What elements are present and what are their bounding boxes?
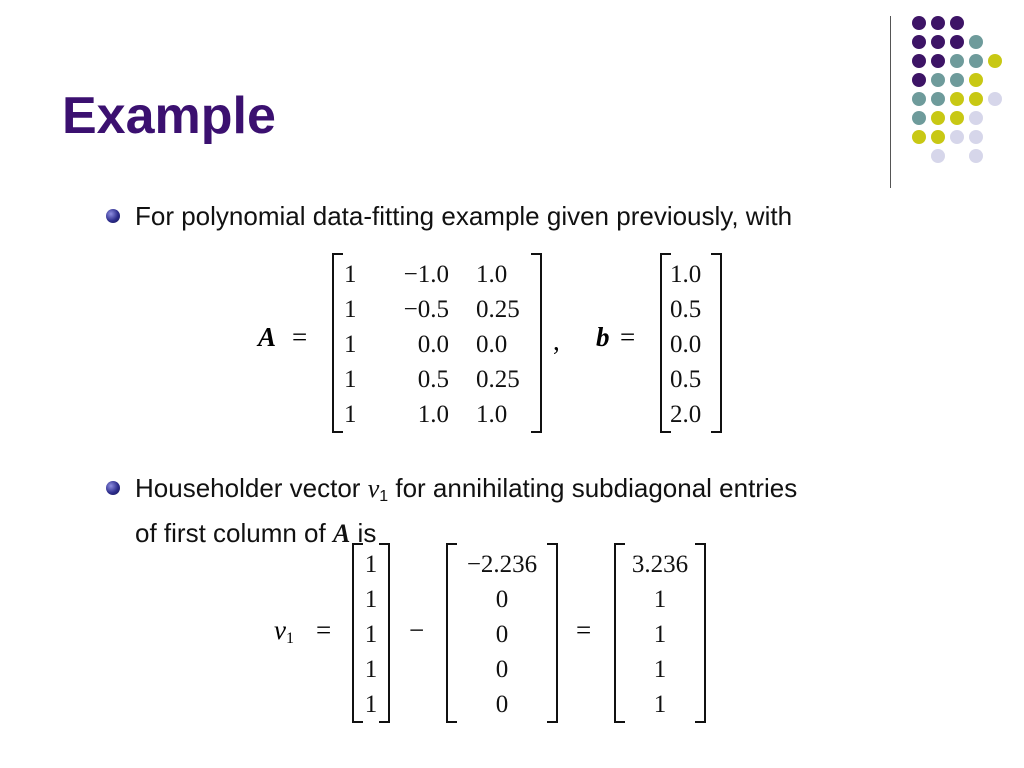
matrix-row	[332, 396, 542, 433]
matrix-entry: 1	[364, 691, 378, 718]
vector-b-label: b	[596, 322, 610, 352]
vector-v1-label: $v_1$	[274, 615, 294, 647]
decorative-dot	[950, 35, 964, 49]
decorative-dot	[912, 54, 926, 68]
bullet-text-2: Householder vector $v_1$ for annihilating subdiagonal entries of first column of A is	[135, 473, 798, 548]
matrix-entry: 1	[653, 621, 667, 648]
matrix-row	[446, 686, 558, 723]
matrix-entry: −0.5	[403, 296, 449, 323]
matrix-row	[352, 651, 390, 688]
vector-reflection	[446, 543, 558, 723]
decorative-dot	[912, 92, 926, 106]
matrix-row	[614, 616, 706, 653]
decorative-dot	[931, 73, 945, 87]
decorative-dot	[931, 130, 945, 144]
matrix-entry: 0.5	[417, 366, 449, 393]
decorative-dot	[912, 16, 926, 30]
matrix-entry: 0	[495, 656, 509, 683]
matrix-entry: 1	[364, 656, 378, 683]
matrix-row	[446, 581, 558, 618]
matrix-row	[660, 291, 722, 328]
matrix-entry: 3.236	[631, 551, 689, 578]
matrix-entry: 0.5	[670, 296, 702, 323]
decorative-dot	[950, 73, 964, 87]
decorative-dot	[912, 35, 926, 49]
matrix-entry: 0.0	[670, 331, 702, 358]
decorative-dot	[969, 92, 983, 106]
matrix-entry: 1	[344, 331, 357, 358]
decorative-dot	[969, 35, 983, 49]
matrix-row	[352, 546, 390, 583]
decorative-dot	[969, 73, 983, 87]
matrix-entry: 1.0	[670, 261, 702, 288]
bullet-icon	[106, 209, 120, 223]
decorative-dot	[988, 54, 1002, 68]
matrix-entry: 0.0	[476, 331, 508, 358]
matrix-row	[614, 651, 706, 688]
comma: ,	[553, 326, 560, 356]
decorative-dot	[912, 73, 926, 87]
matrix-row	[352, 581, 390, 618]
matrix-row	[660, 256, 722, 293]
decorative-dot	[969, 54, 983, 68]
decorative-divider	[890, 16, 891, 188]
decorative-dot	[931, 54, 945, 68]
decorative-dot	[912, 111, 926, 125]
matrix-entry: 1	[653, 691, 667, 718]
decorative-dot	[950, 16, 964, 30]
matrix-entry: 1	[364, 586, 378, 613]
decorative-dot	[931, 149, 945, 163]
matrix-row	[614, 686, 706, 723]
matrix-entry: 2.0	[670, 401, 702, 428]
decorative-dot	[988, 92, 1002, 106]
matrix-row	[660, 396, 722, 433]
matrix-entry: 1	[364, 621, 378, 648]
matrix-entry: −2.236	[466, 551, 538, 578]
matrix-row	[332, 291, 542, 328]
matrix-row	[446, 651, 558, 688]
matrix-entry: 1.0	[476, 401, 508, 428]
matrix-entry: 1	[344, 366, 357, 393]
bullet-icon	[106, 481, 120, 495]
matrix-entry: 1.0	[476, 261, 508, 288]
matrix-row	[332, 326, 542, 363]
matrix-row	[446, 546, 558, 583]
matrix-entry: 1	[344, 401, 357, 428]
decorative-dot	[950, 92, 964, 106]
matrix-row	[352, 616, 390, 653]
matrix-A	[332, 253, 542, 433]
vector-v1-result	[614, 543, 706, 723]
decorative-dot	[950, 130, 964, 144]
matrix-entry: 1	[364, 551, 378, 578]
slide-title: Example	[62, 87, 276, 145]
decorative-dot-grid	[0, 0, 1024, 200]
matrix-entry: 0.25	[476, 296, 520, 323]
matrix-row	[660, 326, 722, 363]
matrix-entry: 1	[344, 261, 357, 288]
matrix-entry: 0	[495, 691, 509, 718]
equals-sign: =	[576, 615, 592, 645]
matrix-entry: 1	[653, 656, 667, 683]
matrix-entry: 0.0	[417, 331, 449, 358]
matrix-entry: 1.0	[417, 401, 449, 428]
minus-sign: −	[409, 615, 425, 645]
decorative-dot	[931, 92, 945, 106]
matrix-row	[614, 546, 706, 583]
decorative-dot	[969, 149, 983, 163]
decorative-dot	[931, 16, 945, 30]
vector-ones	[352, 543, 390, 723]
equals-sign: =	[316, 615, 332, 645]
matrix-row	[660, 361, 722, 398]
decorative-dot	[950, 54, 964, 68]
decorative-dot	[969, 111, 983, 125]
equals-sign: =	[620, 322, 636, 352]
matrix-entry: 1	[653, 586, 667, 613]
decorative-dot	[931, 111, 945, 125]
decorative-dot	[950, 111, 964, 125]
decorative-dot	[969, 130, 983, 144]
matrix-row	[446, 616, 558, 653]
matrix-row	[614, 581, 706, 618]
bullet-text-1: For polynomial data-fitting example given previously, with	[135, 201, 793, 231]
matrix-entry: 0	[495, 621, 509, 648]
matrix-row	[352, 686, 390, 723]
matrix-entry: 0	[495, 586, 509, 613]
matrix-row	[332, 361, 542, 398]
matrix-row	[332, 256, 542, 293]
matrix-entry: −1.0	[403, 261, 449, 288]
equals-sign: =	[292, 322, 308, 352]
matrix-A-label: A	[258, 322, 277, 352]
decorative-dot	[931, 35, 945, 49]
matrix-entry: 0.25	[476, 366, 520, 393]
matrix-entry: 0.5	[670, 366, 702, 393]
decorative-dot	[912, 130, 926, 144]
matrix-entry: 1	[344, 296, 357, 323]
vector-b	[660, 253, 722, 433]
